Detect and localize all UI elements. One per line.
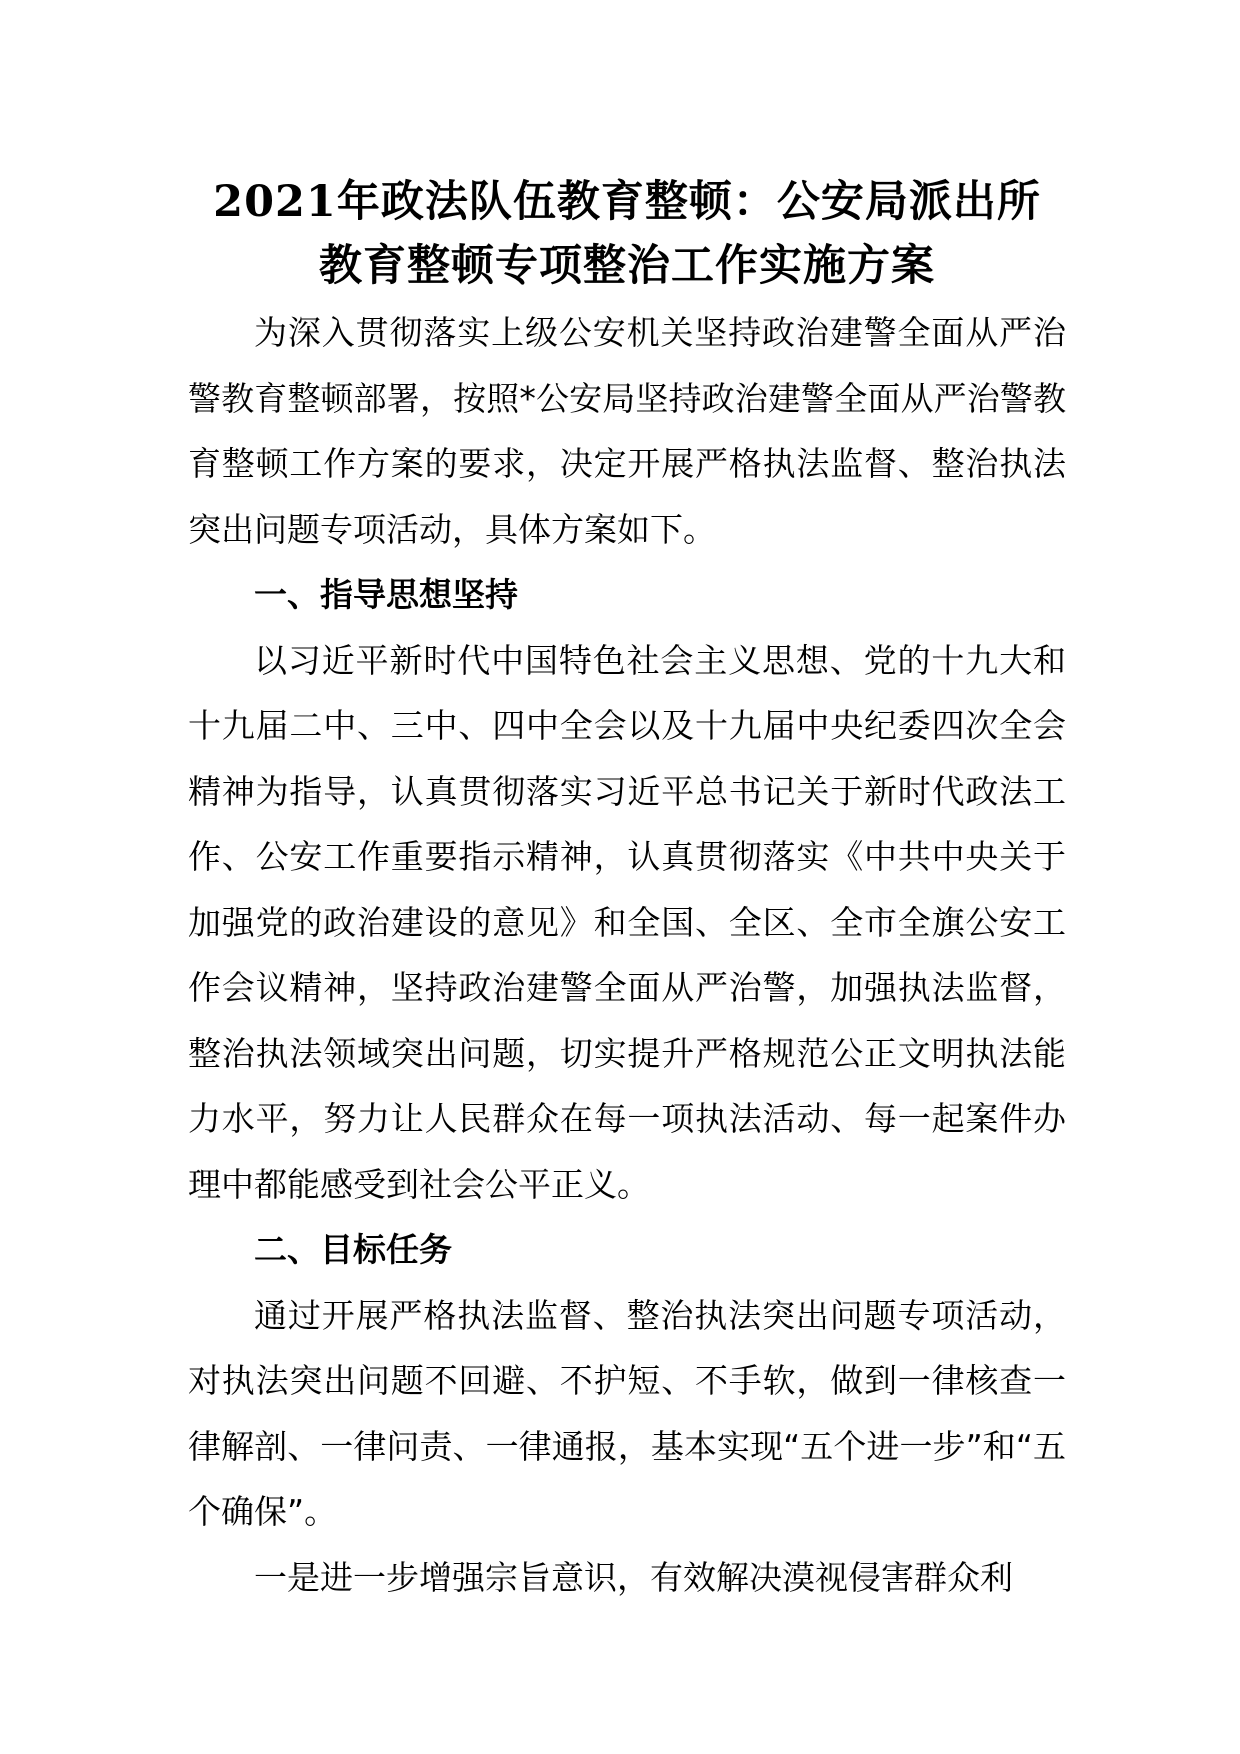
document-body — [188, 300, 1066, 1610]
document-title — [188, 170, 1066, 298]
title-line-2: 教育整顿专项整治工作实施方案 — [319, 241, 935, 291]
section-2-paragraph: 通过开展严格执法监督、整治执法突出问题专项活动，对执法突出问题不回避、不护短、不手软，做到一律核查一律解剖、一律问责、一律通报，基本实现“五个进一步”和“五个确保”。 — [188, 1295, 1066, 1531]
section-1-paragraph: 以习近平新时代中国特色社会主义思想、党的十九大和十九届二中、三中、四中全会以及十九届中央纪委四次全会精神为指导，认真贯彻落实习近平总书记关于新时代政法工作、公安工作重要指示精神，认真贯彻落实《中共中央关于加强党的政治建设的意见》和全国、全区、全市全旗公安工作会议精神，坚持政治建警全面从严治警，加强执法监督，整治执法领域突出问题，切实提升严格规范公正文明执法能力水平，努力让人民群众在每一项执法活动、每一起案件办理中都能感受到社会公平正义。 — [188, 640, 1066, 1204]
title-line-1: 2021年政法队伍教育整顿：公安局派出所 — [213, 177, 1041, 227]
section-1-heading: 一、指导思想坚持 — [254, 575, 518, 614]
intro-paragraph: 为深入贯彻落实上级公安机关坚持政治建警全面从严治警教育整顿部署，按照*公安局坚持政治建警全面从严治警教育整顿工作方案的要求，决定开展严格执法监督、整治执法突出问题专项活动，具体方案如下。 — [188, 313, 1066, 549]
section-2-heading: 二、目标任务 — [254, 1230, 452, 1269]
section-2-item-1: 一是进一步增强宗旨意识，有效解决漠视侵害群众利 — [254, 1557, 1013, 1597]
document-page — [188, 170, 1066, 1610]
